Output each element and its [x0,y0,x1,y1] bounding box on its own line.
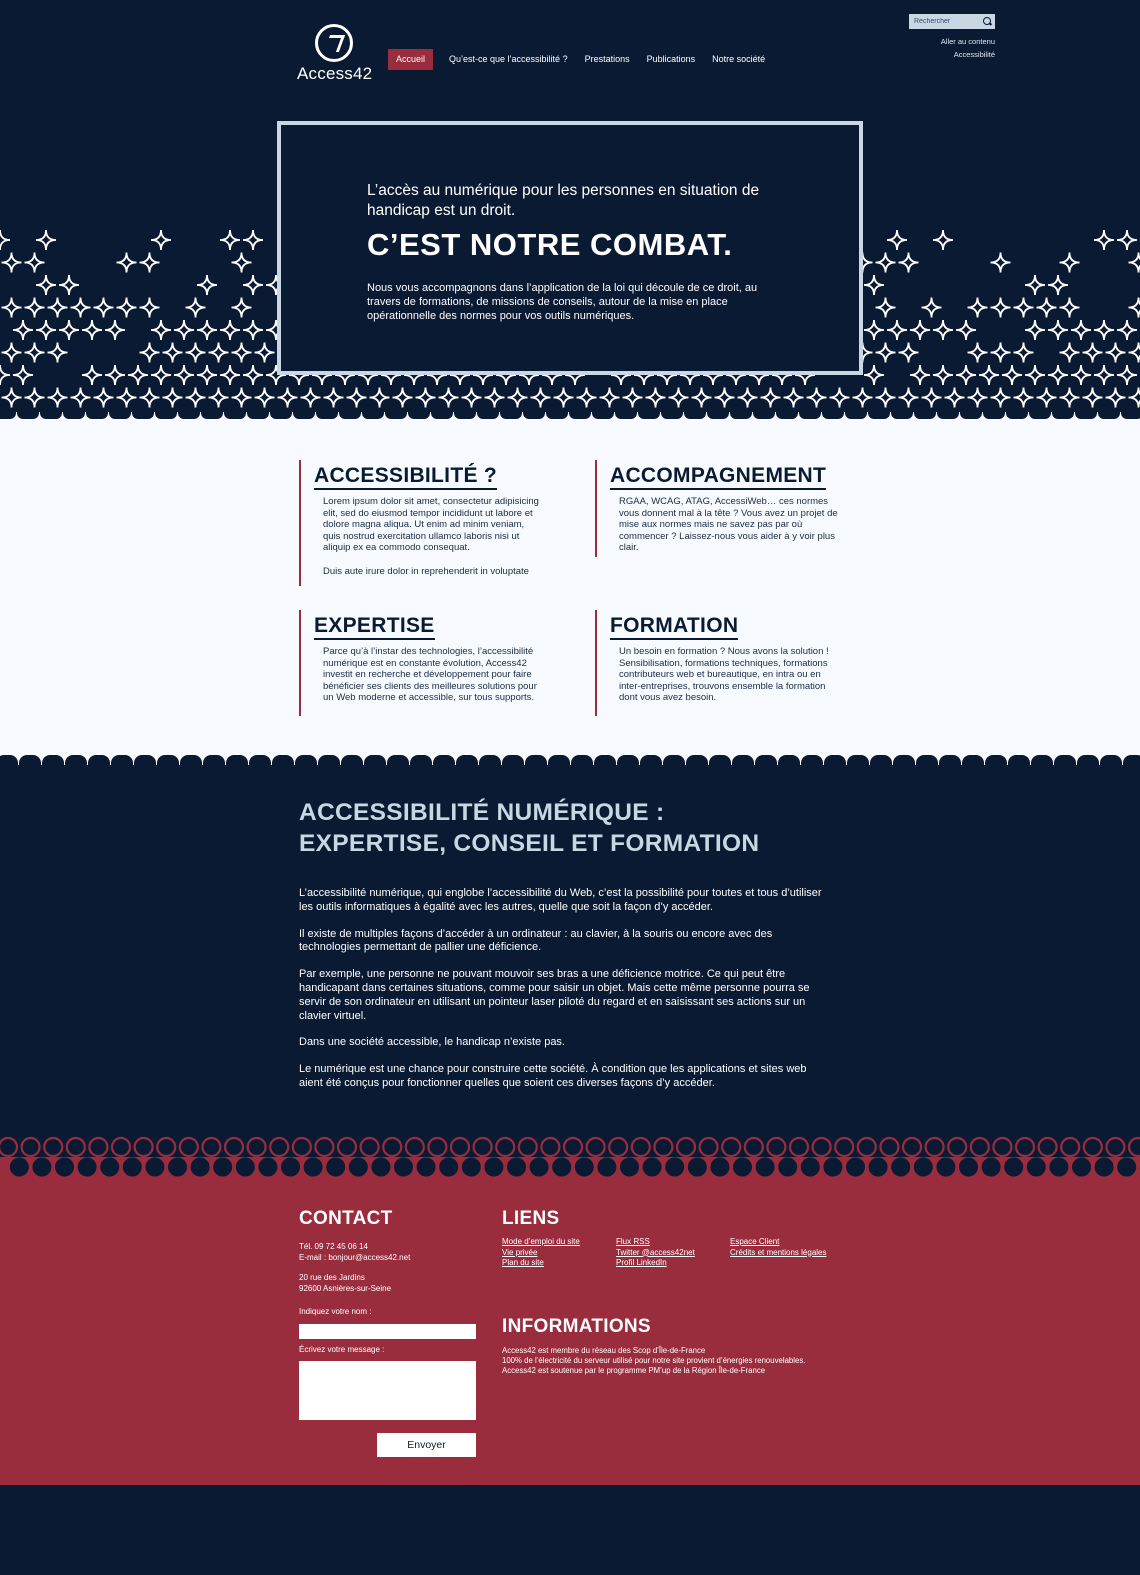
name-field[interactable] [299,1324,476,1339]
footer-link-plan[interactable]: Plan du site [502,1258,544,1267]
service-title-formation[interactable]: FORMATION [610,614,738,640]
numerique-paragraph: Le numérique est une chance pour construire cette société. À condition que les applications et sites web aient été conçus pour fonctionner quelles que soient ces diverses façons d’y accéder. [299,1063,807,1089]
nav-item-accessibilite[interactable]: Qu’est-ce que l’accessibilité ? [449,54,568,64]
message-label: Écrivez votre message : [299,1345,385,1354]
service-accompagnement [595,460,855,557]
access42-logo[interactable] [297,24,377,84]
accessibility-link[interactable]: Accessibilité [953,50,995,59]
numerique-paragraph: Dans une société accessible, le handicap n’existe pas. [299,1036,565,1049]
footer-link-twitter[interactable]: Twitter @access42net [616,1247,695,1257]
skip-links [941,35,995,61]
hero-box [277,121,863,375]
links-column [502,1237,616,1269]
numerique-paragraph: Il existe de multiples façons d’accéder à un ordinateur : au clavier, à la souris ou encore avec des technologies permettant de pallier une déficience. [299,927,773,954]
service-formation [595,610,845,716]
numerique-paragraph: Par exemple, une personne ne pouvant mouvoir ses bras a une déficience motrice. Ce qui peut être handicapant dans certaines situations, comme pour saisir un objet. Mais cette même personne pourra se servir de son ordinateur en utilisant un pointeur laser piloté du regard et en saisissant ses actions sur un clavier virtuel. [299,968,810,1022]
skip-to-content-link[interactable]: Aller au contenu [940,37,995,46]
service-title [597,464,826,488]
search-icon[interactable] [979,14,995,29]
footer-link-espace-client[interactable]: Espace Client [730,1237,780,1246]
links-block [502,1208,862,1269]
nav-item-prestations[interactable]: Prestations [584,54,630,64]
search-form [909,14,995,29]
footer-link-mode-emploi[interactable]: Mode d’emploi du site [502,1237,580,1246]
informations-line: 100% de l’électricité du serveur utilisé pour notre site provient d’énergies renouvelables. [502,1356,806,1365]
contact-email-line [299,1253,479,1264]
links-column [730,1237,844,1269]
nav-item-societe[interactable]: Notre société [712,54,766,64]
numerique-paragraph: L’accessibilité numérique, qui englobe l’accessibilité du Web, c’est la possibilité pour toutes et tous d’utiliser les outils informatiques à égalité avec les autres, quelle que soit la façon d’y accéder. [299,887,822,913]
informations-title: INFORMATIONS [502,1316,651,1337]
contact-address-line2: 92600 Asnières-sur-Seine [299,1283,392,1293]
nav-item-accueil[interactable]: Accueil [388,49,433,70]
footer-link-linkedin[interactable]: Profil LinkedIn [616,1258,667,1267]
wave-divider [0,1135,1140,1180]
service-expertise [299,610,549,716]
scallop-divider [0,755,1140,769]
service-text: Lorem ipsum dolor sit amet, consectetur adipisicing elit, sed do eiusmod tempor incididunt ut labore et dolore magna aliqua. Ut enim ad minim veniam, quis nostrud exercitation ullamco laboris nisi ut aliquip ex ea commodo consequat. [323,496,539,553]
hero-title: C’EST NOTRE COMBAT. [367,227,733,262]
service-text: Un besoin en formation ? Nous avons la solution ! Sensibilisation, formations techniques, formations contributeurs web et bureautique, en intra ou en inter-entreprises, trouvons ensemble la formation dont vous avez besoin. [619,646,829,703]
service-title-accessibilite[interactable]: ACCESSIBILITÉ ? [314,464,497,490]
contact-block [299,1208,479,1420]
service-text: RGAA, WCAG, ATAG, AccessiWeb… ces normes vous donnent mal à la tête ? Vous avez un projet de mise aux normes mais ne savez pas par où commencer ? Laissez-nous vous aider à y voir plus clair. [619,496,838,553]
contact-phone: Tél. 09 72 45 06 14 [299,1242,368,1251]
service-text: Parce qu’à l’instar des technologies, l’accessibilité numérique est en constante évolution, Access42 investit en recherche et développement pour faire bénéficier ses clients des meilleures solutions pour un Web moderne et accessible, sur tous supports. [323,646,537,703]
numerique-title-line1: ACCESSIBILITÉ NUMÉRIQUE : [299,799,665,826]
contact-email-label: E-mail : [299,1252,329,1262]
site-footer [0,1180,1140,1485]
logo-text: Access42 [297,64,373,83]
service-title [301,614,435,638]
footer-link-credits[interactable]: Crédits et mentions légales [730,1247,827,1257]
site-header [0,0,1140,120]
services-section [0,420,1140,765]
service-title-expertise[interactable]: EXPERTISE [314,614,435,640]
hero-lead: L’accès au numérique pour les personnes en situation de handicap est un droit. [367,182,760,219]
links-title: LIENS [502,1208,560,1229]
numerique-title [299,797,829,859]
informations-block [502,1316,862,1376]
service-title [597,614,738,638]
logo-mark-icon [315,24,353,62]
service-title-accompagnement[interactable]: ACCOMPAGNEMENT [610,464,826,490]
nav-item-publications[interactable]: Publications [646,54,696,64]
footer-link-rss[interactable]: Flux RSS [616,1237,650,1246]
informations-line: Access42 est soutenue par le programme PM’up de la Région Île-de-France [502,1366,766,1375]
service-title [301,464,497,488]
footer-link-vie-privee[interactable]: Vie privée [502,1247,538,1257]
numerique-section [299,797,829,1091]
message-field[interactable] [299,1361,476,1420]
main-nav [388,49,774,70]
hero-text: Nous vous accompagnons dans l’application de la loi qui découle de ce droit, au travers de formations, de missions de conseils, autour de la mise en place opérationnelle des normes pour vos outils numériques. [367,282,758,322]
search-input[interactable] [909,14,979,29]
send-button[interactable]: Envoyer [377,1433,476,1457]
service-text: Duis aute irure dolor in reprehenderit in voluptate [323,565,529,577]
links-column [616,1237,730,1269]
links-columns [502,1237,862,1269]
numerique-title-line2: EXPERTISE, CONSEIL ET FORMATION [299,830,760,857]
contact-title: CONTACT [299,1208,393,1229]
name-label: Indiquez votre nom : [299,1307,372,1316]
informations-line: Access42 est membre du réseau des Scop d’Île-de-France [502,1346,706,1355]
contact-address-line1: 20 rue des Jardins [299,1273,365,1282]
contact-email-link[interactable]: bonjour@access42.net [328,1252,411,1262]
service-accessibilite [299,460,549,586]
